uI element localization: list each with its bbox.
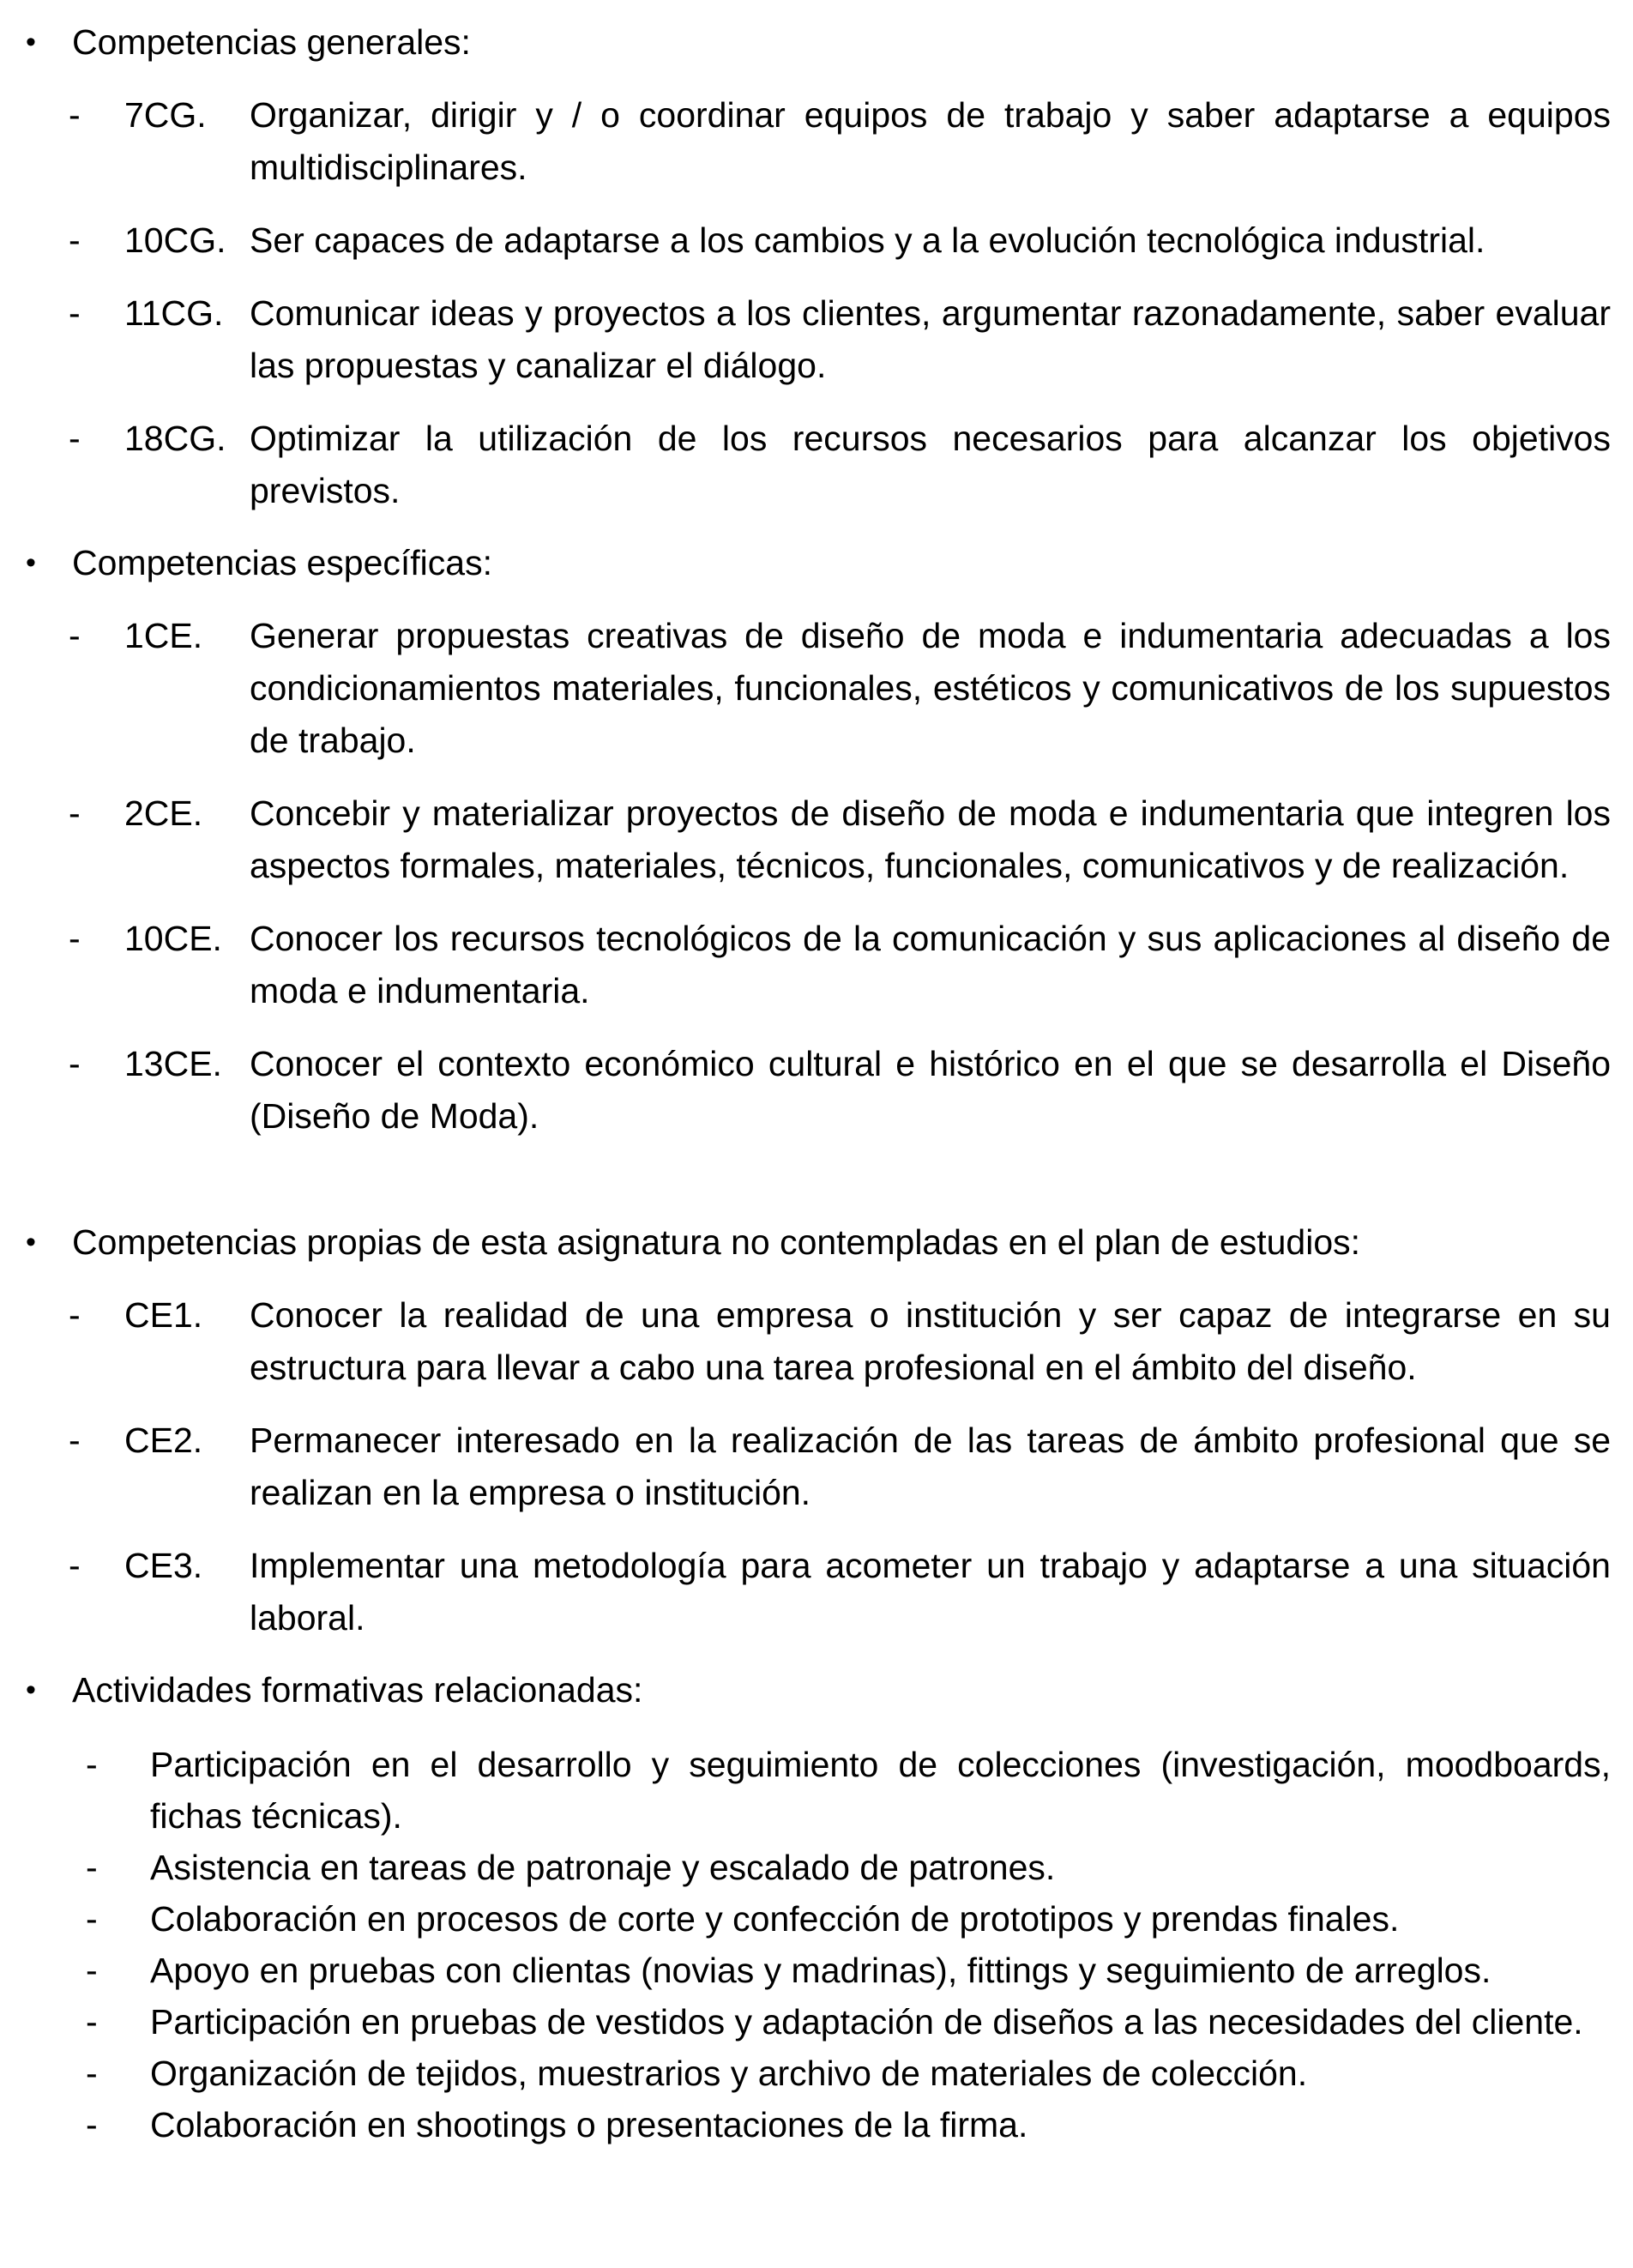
dash-marker: - xyxy=(69,95,81,135)
activity-text: Asistencia en tareas de patronaje y escalado de patrones. xyxy=(150,1848,1056,1887)
activity-text: Participación en el desarrollo y seguimiento de colecciones (investigación, moodboards, fichas técnicas). xyxy=(150,1745,1611,1836)
competency-text: Permanecer interesado en la realización de las tareas de ámbito profesional que se realizan en la empresa o institución. xyxy=(250,1421,1611,1512)
section-competencias-especificas xyxy=(0,536,1633,1163)
dash-marker: - xyxy=(86,2105,98,2144)
section-actividades-formativas xyxy=(0,1663,1633,2150)
activity-item xyxy=(0,1893,1633,1945)
competency-text: Comunicar ideas y proyectos a los clientes, argumentar razonadamente, saber evaluar las propuestas y canalizar el diálogo. xyxy=(250,293,1611,385)
section-heading: Competencias generales: xyxy=(72,22,471,62)
competency-code: 1CE. xyxy=(124,616,203,655)
section-heading: Actividades formativas relacionadas: xyxy=(72,1670,643,1710)
dash-marker: - xyxy=(69,220,81,260)
competency-code: CE3. xyxy=(124,1546,203,1585)
activity-item xyxy=(0,2099,1633,2150)
section-heading-row xyxy=(0,15,1633,69)
activity-text: Apoyo en pruebas con clientas (novias y madrinas), fittings y seguimiento de arreglos. xyxy=(150,1951,1491,1990)
list-item xyxy=(0,1414,1633,1519)
dash-marker: - xyxy=(69,616,81,655)
competency-text: Implementar una metodología para acometer un trabajo y adaptarse a una situación laboral. xyxy=(250,1546,1611,1638)
bullet-icon: • xyxy=(26,546,36,579)
dash-marker: - xyxy=(69,919,81,958)
competency-text: Organizar, dirigir y / o coordinar equipos de trabajo y saber adaptarse a equipos multidisciplinares. xyxy=(250,95,1611,187)
dash-marker: - xyxy=(86,1951,98,1990)
dash-marker: - xyxy=(86,2002,98,2042)
competency-code: 11CG. xyxy=(124,293,224,333)
list-item xyxy=(0,413,1633,517)
section-heading-row xyxy=(0,1215,1633,1269)
activity-text: Participación en pruebas de vestidos y adaptación de diseños a las necesidades del cliente. xyxy=(150,2002,1583,2042)
competency-text: Conocer la realidad de una empresa o institución y ser capaz de integrarse en su estructura para llevar a cabo una tarea profesional en el ámbito del diseño. xyxy=(250,1295,1611,1387)
competency-text: Conocer el contexto económico cultural e histórico en el que se desarrolla el Diseño (Diseño de Moda). xyxy=(250,1044,1611,1136)
list-item xyxy=(0,610,1633,767)
list-item xyxy=(0,89,1633,194)
competency-text: Conocer los recursos tecnológicos de la comunicación y sus aplicaciones al diseño de moda e indumentaria. xyxy=(250,919,1611,1010)
competency-code: 2CE. xyxy=(124,793,203,833)
dash-marker: - xyxy=(86,2054,98,2093)
dash-marker: - xyxy=(86,1848,98,1887)
competency-code: 13CE. xyxy=(124,1044,222,1083)
list-item xyxy=(0,287,1633,392)
competency-code: 10CG. xyxy=(124,220,226,260)
competency-code: CE1. xyxy=(124,1295,203,1335)
section-heading-row xyxy=(0,1663,1633,1716)
dash-marker: - xyxy=(69,1295,81,1335)
section-heading-row xyxy=(0,536,1633,589)
dash-marker: - xyxy=(69,1546,81,1585)
competency-text: Concebir y materializar proyectos de diseño de moda e indumentaria que integren los aspectos formales, materiales, técnicos, funcionales, comunicativos y de realización. xyxy=(250,793,1611,885)
dash-marker: - xyxy=(86,1745,98,1784)
section-heading: Competencias propias de esta asignatura no contempladas en el plan de estudios: xyxy=(72,1222,1361,1262)
activity-item xyxy=(0,2048,1633,2099)
competency-code: 10CE. xyxy=(124,919,222,958)
list-item xyxy=(0,1038,1633,1143)
section-competencias-generales xyxy=(0,15,1633,538)
section-competencias-propias xyxy=(0,1215,1633,1665)
bullet-icon: • xyxy=(26,26,36,58)
competency-code: CE2. xyxy=(124,1421,203,1460)
list-item xyxy=(0,913,1633,1017)
bullet-icon: • xyxy=(26,1226,36,1258)
list-item xyxy=(0,787,1633,892)
competency-text: Optimizar la utilización de los recursos necesarios para alcanzar los objetivos previstos. xyxy=(250,419,1611,510)
dash-marker: - xyxy=(69,293,81,333)
dash-marker: - xyxy=(69,1044,81,1083)
bullet-icon: • xyxy=(26,1674,36,1706)
list-item xyxy=(0,1289,1633,1394)
competency-text: Generar propuestas creativas de diseño de moda e indumentaria adecuadas a los condicionamientos materiales, funcionales, estéticos y comunicativos de los supuestos de trabajo. xyxy=(250,616,1611,760)
dash-marker: - xyxy=(69,793,81,833)
list-item xyxy=(0,214,1633,267)
activity-item xyxy=(0,1739,1633,1842)
list-item xyxy=(0,1540,1633,1644)
section-heading: Competencias específicas: xyxy=(72,543,492,582)
activity-text: Organización de tejidos, muestrarios y archivo de materiales de colección. xyxy=(150,2054,1308,2093)
activity-text: Colaboración en procesos de corte y confección de prototipos y prendas finales. xyxy=(150,1899,1400,1939)
dash-marker: - xyxy=(86,1899,98,1939)
activity-text: Colaboración en shootings o presentaciones de la firma. xyxy=(150,2105,1028,2144)
activity-item xyxy=(0,1945,1633,1996)
dash-marker: - xyxy=(69,419,81,458)
activity-item xyxy=(0,1996,1633,2048)
competency-code: 7CG. xyxy=(124,95,207,135)
dash-marker: - xyxy=(69,1421,81,1460)
competency-text: Ser capaces de adaptarse a los cambios y a la evolución tecnológica industrial. xyxy=(250,220,1485,260)
competency-code: 18CG. xyxy=(124,419,226,458)
activity-item xyxy=(0,1842,1633,1893)
